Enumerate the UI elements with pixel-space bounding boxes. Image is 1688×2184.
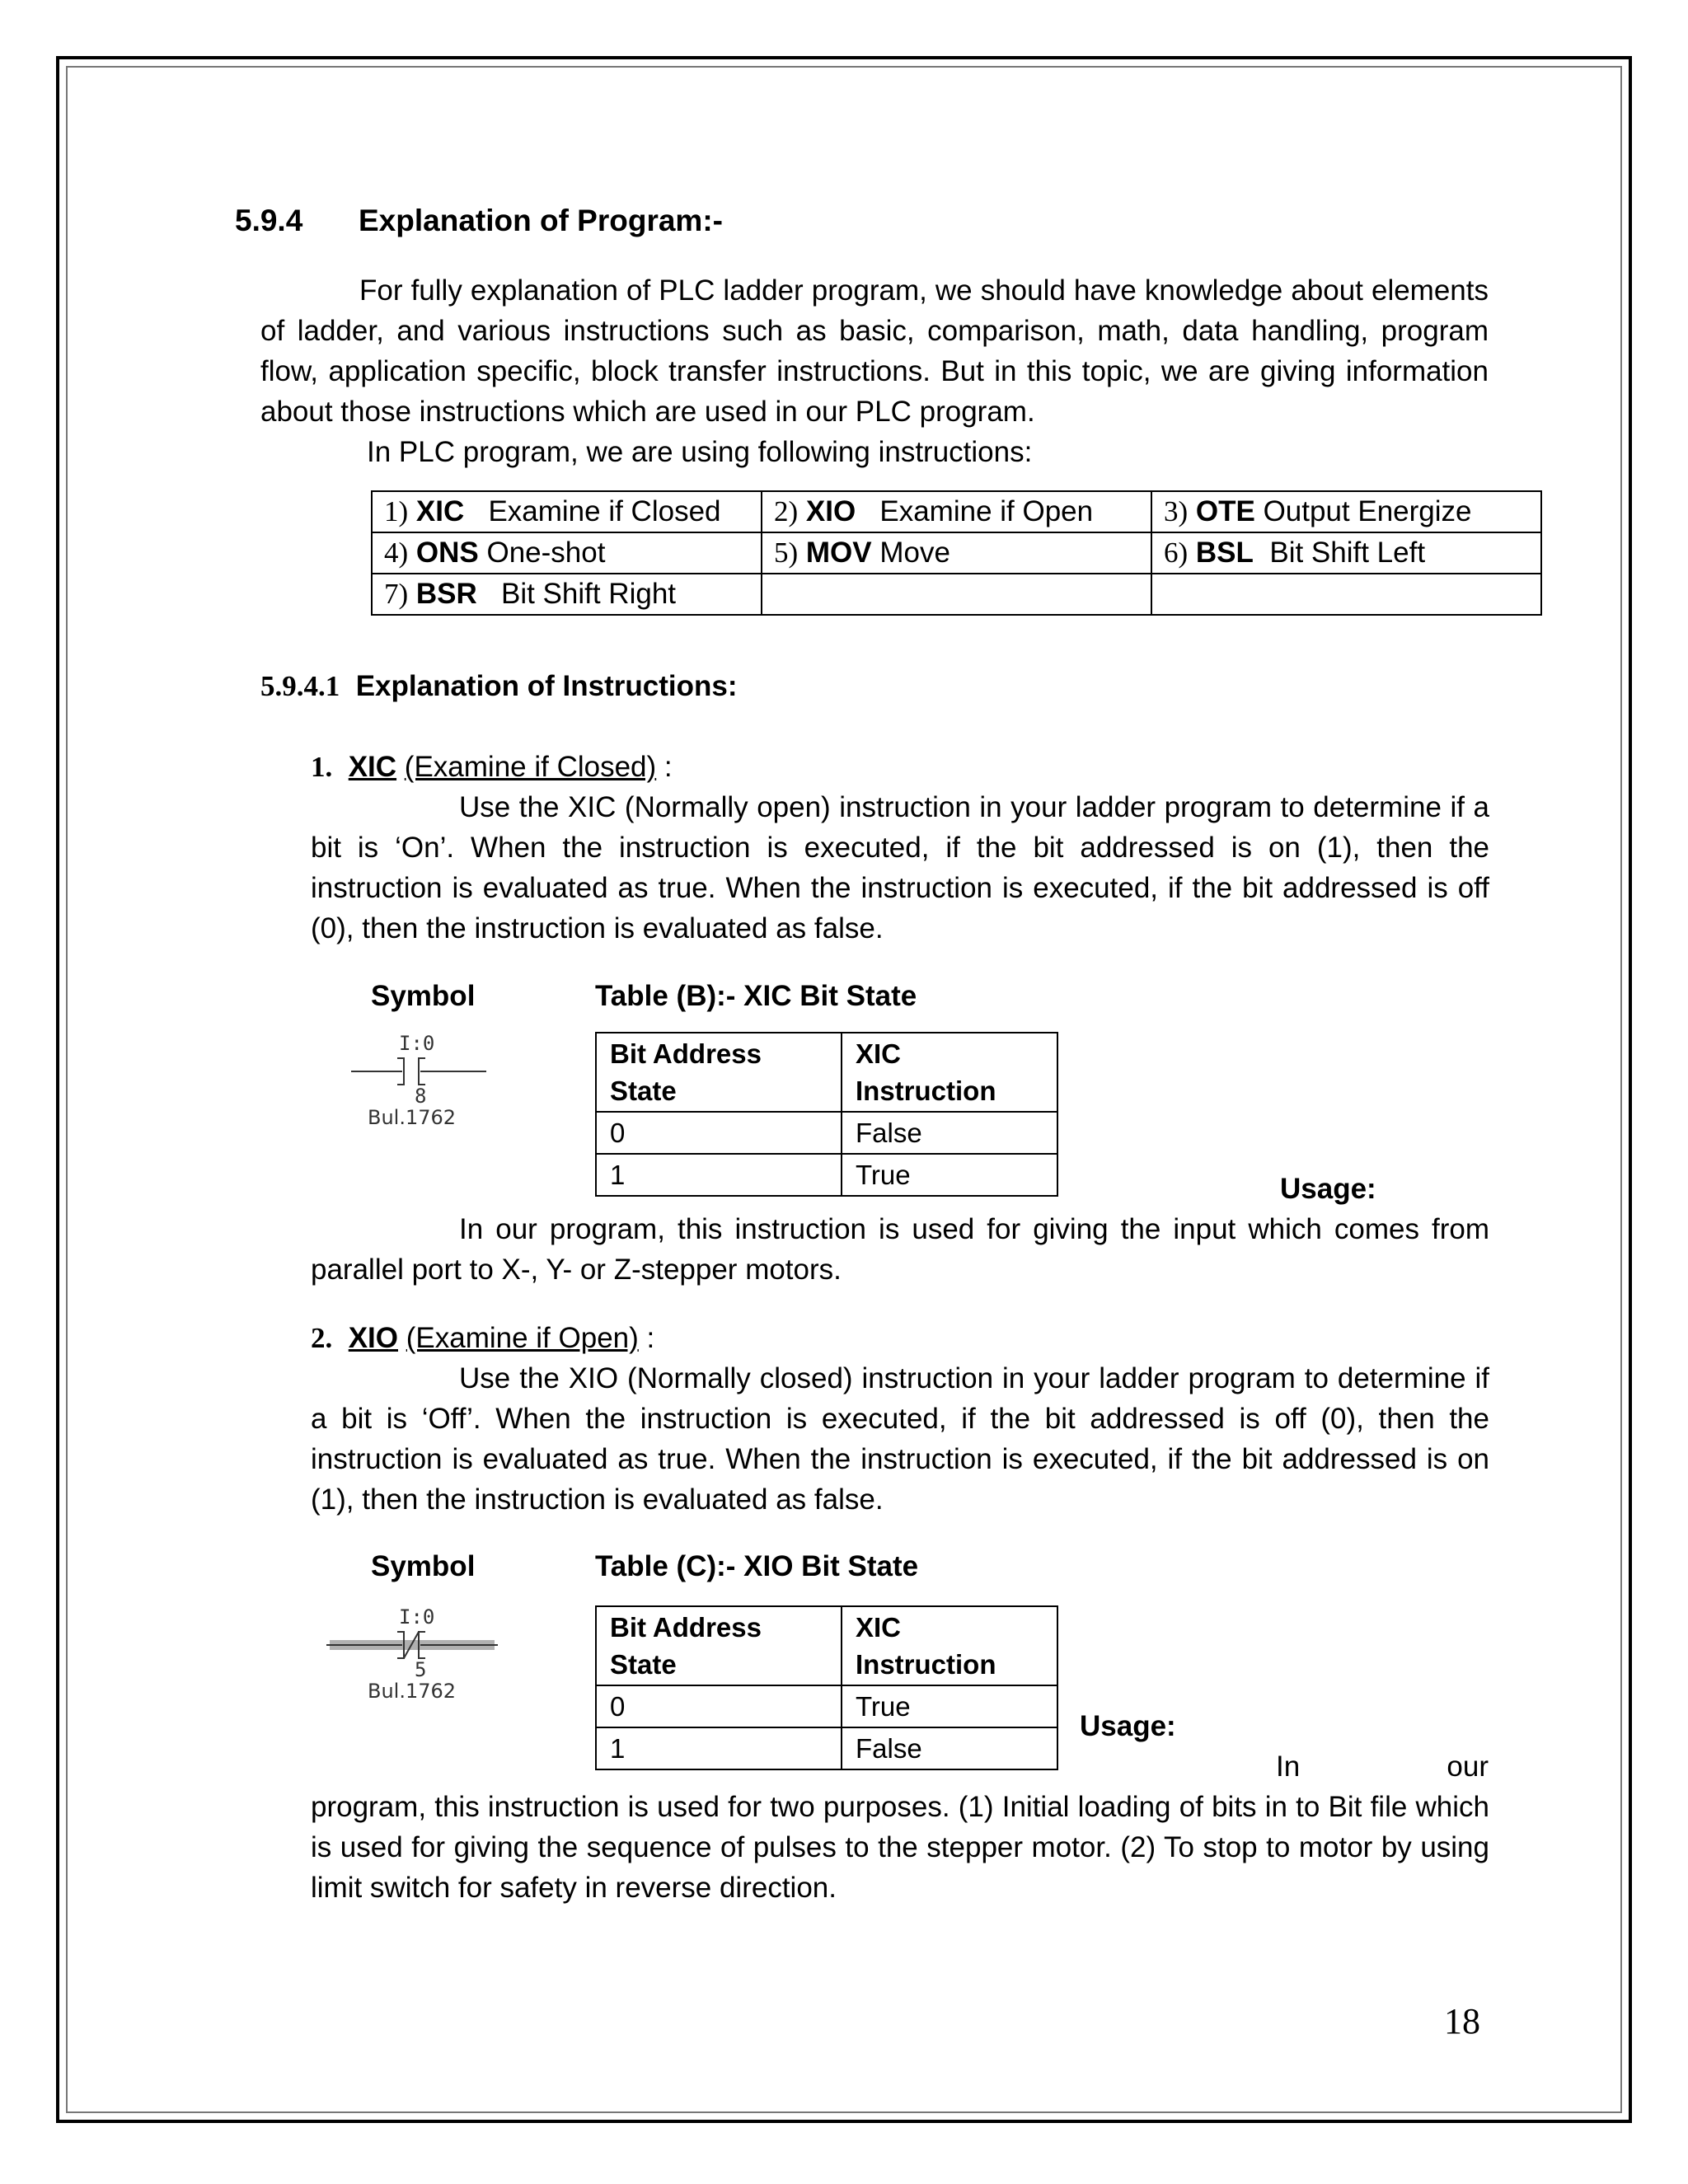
xic-symbol (346, 1032, 495, 1139)
xic-usage-label: Usage: (1280, 1173, 1376, 1205)
table-cell: True (842, 1154, 1057, 1196)
column-header: Bit Address State (596, 1606, 842, 1685)
subsection-number: 5.9.4.1 (260, 670, 340, 702)
section-lead: In PLC program, we are using following instructions: (367, 436, 1033, 468)
xic-heading: 1. XIC (Examine if Closed) : (311, 751, 673, 783)
page-number: 18 (1444, 2001, 1480, 2041)
table-header (596, 1606, 1057, 1685)
table-cell: True (842, 1685, 1057, 1727)
xic-code: XIC (348, 751, 397, 783)
empty-cell (762, 574, 1151, 615)
table-row (596, 1685, 1057, 1727)
table-cell: 0 (596, 1685, 842, 1727)
xic-table-title: Table (B):- XIC Bit State (595, 980, 917, 1012)
table-row (372, 532, 1541, 574)
table-row (596, 1154, 1057, 1196)
table-header (596, 1033, 1057, 1112)
table-row (596, 1727, 1057, 1769)
xio-table-title: Table (C):- XIO Bit State (595, 1550, 919, 1582)
column-header: XIC Instruction (842, 1033, 1057, 1112)
xio-usage-first: In our (1276, 1750, 1489, 1783)
xio-bit-table (595, 1605, 1058, 1770)
table-cell: 1 (596, 1727, 842, 1769)
xio-symbol-bit: 5 (415, 1658, 427, 1681)
instruction-cell: 3) OTE Output Energize (1151, 491, 1541, 532)
subsection-title: Explanation of Instructions: (355, 670, 738, 702)
instruction-cell: 2) XIO Examine if Open (762, 491, 1151, 532)
instruction-cell: 5) MOV Move (762, 532, 1151, 574)
table-row (372, 491, 1541, 532)
section-number: 5.9.4 (235, 204, 303, 237)
subsection-heading (260, 666, 738, 706)
xio-symbol-label: Symbol (371, 1550, 476, 1582)
xic-description: Use the XIC (Normally open) instruction in your ladder program to determine if a bit is ‘On’. When the instruction is executed, if the bit addressed is on (1), then the instruction is evaluated as true. When the instruction is executed, if the bit addressed is off (0), then the instruction is evaluated as false. (311, 791, 1489, 944)
section-title: Explanation of Program:- (359, 204, 723, 237)
xic-symbol-bit: 8 (415, 1085, 427, 1108)
xio-code: XIO (348, 1322, 398, 1354)
table-cell: False (842, 1112, 1057, 1154)
table-cell: 0 (596, 1112, 842, 1154)
xic-symbol-device: Bul.1762 (368, 1106, 457, 1129)
instruction-cell: 1) XIC Examine if Closed (372, 491, 762, 532)
normally-closed-contact-icon (321, 1627, 503, 1663)
table-row (596, 1112, 1057, 1154)
xic-bit-table (595, 1032, 1058, 1197)
xio-symbol-device: Bul.1762 (368, 1680, 457, 1703)
section-intro: For fully explanation of PLC ladder program, we should have knowledge about elements of ladder, and various instructions such as basic, comparison, math, data handling, program flow, application specific, block transfer instructions. But in this topic, we are giving information about those instructions which are used in our PLC program. (260, 274, 1489, 428)
empty-cell (1151, 574, 1541, 615)
xic-symbol-address: I:0 (399, 1032, 435, 1055)
column-header: Bit Address State (596, 1033, 842, 1112)
xic-symbol-label: Symbol (371, 980, 476, 1012)
instruction-cell: 7) BSR Bit Shift Right (372, 574, 762, 615)
xio-description: Use the XIO (Normally closed) instruction in your ladder program to determine if a bit is ‘Off’. When the instruction is executed, if the bit addressed is off (0), then the instruction is evaluated as true. When the instruction is executed, if the bit addressed is on (1), then the instruction is evaluated as false. (311, 1362, 1489, 1516)
xio-usage: program, this instruction is used for two purposes. (1) Initial loading of bits in to Bit file which is used for giving the sequence of pulses to the stepper motor. (2) To stop to motor by using limit switch for safety in reverse direction. (311, 1791, 1489, 1904)
table-row (372, 574, 1541, 615)
instruction-table (371, 490, 1542, 616)
xio-symbol (321, 1605, 503, 1713)
instruction-cell: 4) ONS One-shot (372, 532, 762, 574)
instruction-cell: 6) BSL Bit Shift Left (1151, 532, 1541, 574)
xio-symbol-address: I:0 (399, 1605, 435, 1629)
xio-usage-label: Usage: (1080, 1710, 1176, 1742)
xic-usage: In our program, this instruction is used for giving the input which comes from parallel port to X-, Y- or Z-stepper motors. (311, 1213, 1489, 1286)
xio-heading: 2. XIO (Examine if Open) : (311, 1322, 655, 1354)
table-cell: False (842, 1727, 1057, 1769)
table-cell: 1 (596, 1154, 842, 1196)
column-header: XIC Instruction (842, 1606, 1057, 1685)
